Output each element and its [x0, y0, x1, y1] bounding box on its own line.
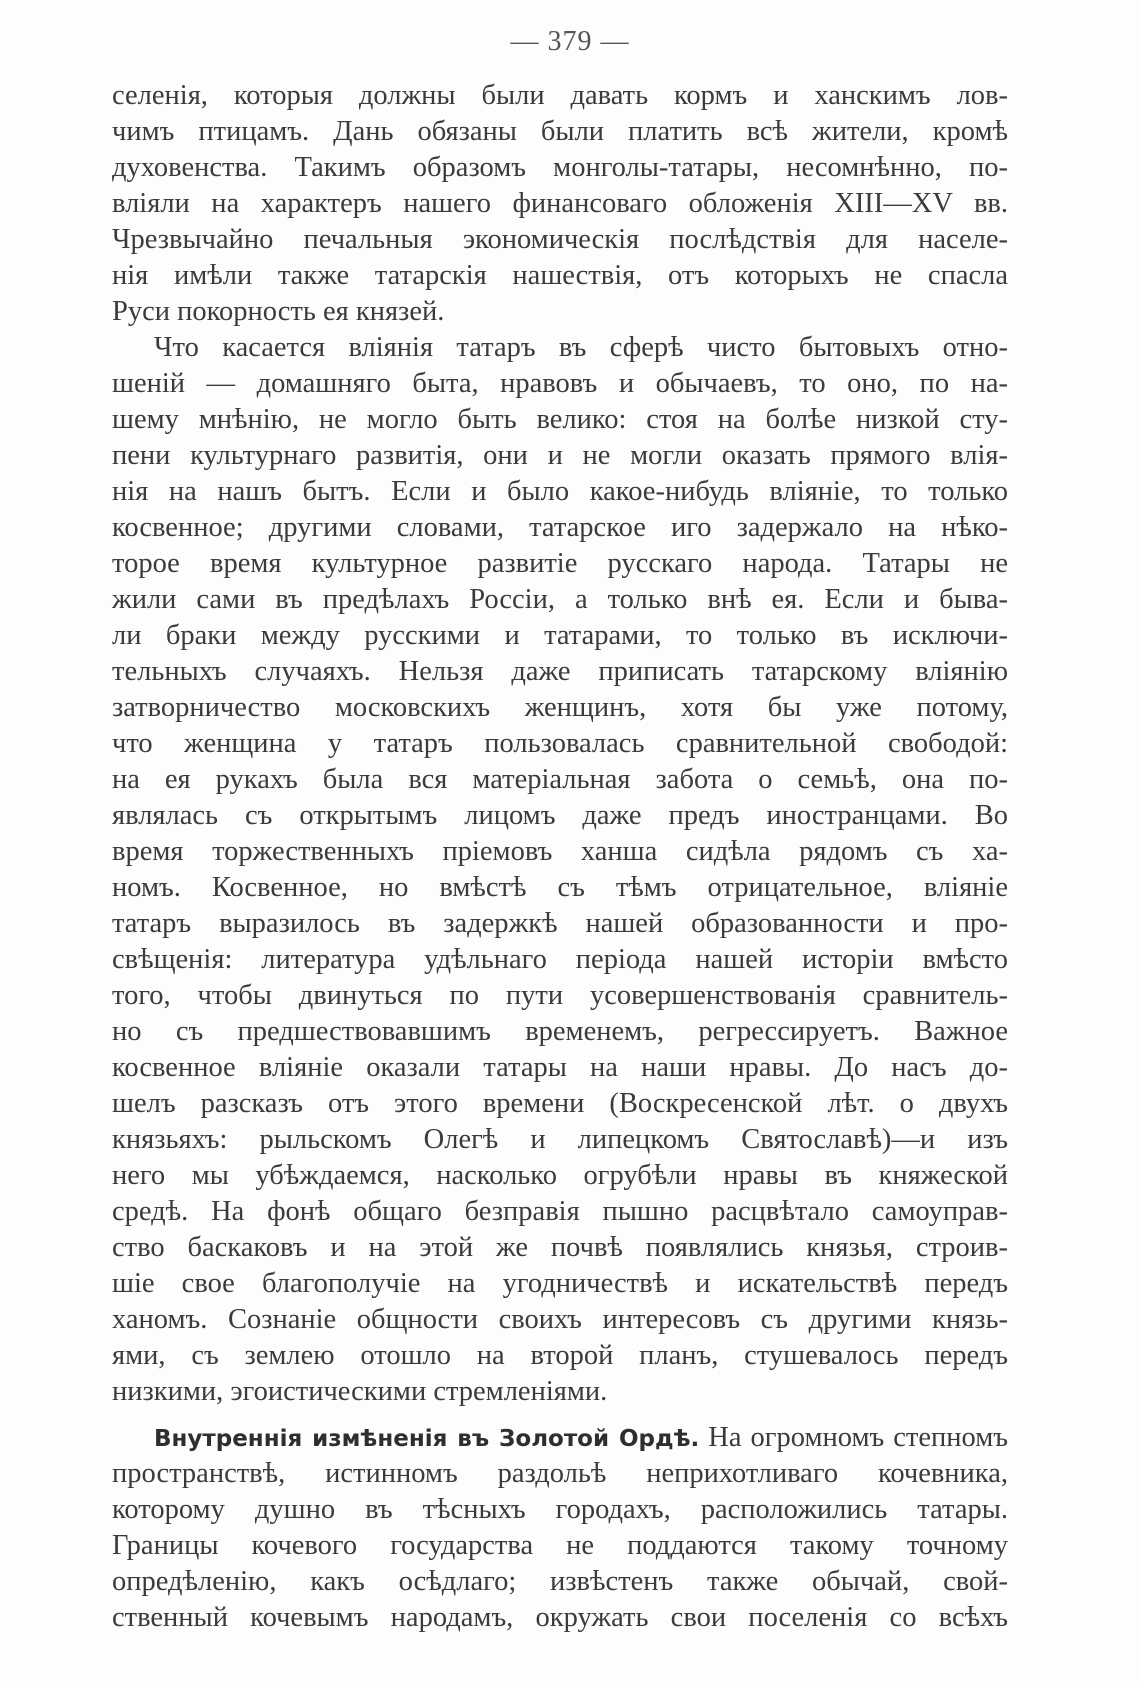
text-line: Чрезвычайно печальныя экономическія послѣдствія для населе- — [112, 224, 1008, 255]
text-line: тельныхъ случаяхъ. Нельзя даже приписать татарскому вліянію — [112, 656, 1008, 687]
text-line: косвенное вліяніе оказали татары на наши нравы. До насъ до- — [112, 1052, 1008, 1083]
text-line: жили сами въ предѣлахъ Россіи, а только внѣ ея. Если и быва- — [112, 584, 1008, 615]
text-line: Границы кочевого государства не поддаются такому точному — [112, 1530, 1008, 1561]
text-line: низкими, эгоистическими стремленіями. — [112, 1376, 608, 1407]
text-line: средѣ. На фонѣ общаго безправія пышно расцвѣтало самоуправ- — [112, 1196, 1008, 1227]
text-line: ханомъ. Сознаніе общности своихъ интересовъ съ другими князь- — [112, 1304, 1008, 1335]
text-line: что женщина у татаръ пользовалась сравнительной свободой: — [112, 728, 1008, 759]
text-line: ли браки между русскими и татарами, то только въ исключи- — [112, 620, 1008, 651]
text-line: ственный кочевымъ народамъ, окружать свои поселенія со всѣхъ — [112, 1602, 1008, 1633]
heading-line-text: На огромномъ степномъ — [708, 1422, 1008, 1453]
text-line: свѣщенія: литература удѣльнаго періода нашей исторіи вмѣсто — [112, 944, 1008, 975]
text-line: пространствѣ, истинномъ раздольѣ неприхотливаго кочевника, — [112, 1458, 1008, 1489]
text-line: Что касается вліянія татаръ въ сферѣ чисто бытовыхъ отно- — [154, 332, 1008, 363]
text-line: шему мнѣнію, не могло быть велико: стоя на болѣе низкой сту- — [112, 404, 1008, 435]
text-line: ями, съ землею отошло на второй планъ, стушевалось передъ — [112, 1340, 1008, 1371]
text-line: князьяхъ: рыльскомъ Олегѣ и липецкомъ Святославѣ)—и изъ — [112, 1124, 1008, 1155]
text-line: торое время культурное развитіе русскаго народа. Татары не — [112, 548, 1008, 579]
text-line: которому душно въ тѣсныхъ городахъ, расположились татары. — [112, 1494, 1008, 1525]
text-line: Руси покорность ея князей. — [112, 296, 445, 327]
text-line: чимъ птицамъ. Дань обязаны были платить всѣ жители, кромѣ — [112, 116, 1008, 147]
text-line: на ея рукахъ была вся матеріальная забота о семьѣ, она по- — [112, 764, 1008, 795]
page-number: — 379 — — [510, 26, 630, 57]
text-line: нія на нашъ бытъ. Если и было какое-нибудь вліяніе, то только — [112, 476, 1008, 507]
text-line: вліяли на характеръ нашего финансоваго обложенія XIII—XV вв. — [112, 188, 1008, 219]
text-line: пени культурнаго развитія, они и не могли оказать прямого влія- — [112, 440, 1008, 471]
text-line — [154, 1420, 1008, 1456]
text-line: нія имѣли также татарскія нашествія, отъ которыхъ не спасла — [112, 260, 1008, 291]
text-line: затворничество московскихъ женщинъ, хотя бы уже потому, — [112, 692, 1008, 723]
text-line: номъ. Косвенное, но вмѣстѣ съ тѣмъ отрицательное, вліяніе — [112, 872, 1008, 903]
text-line: татаръ выразилось въ задержкѣ нашей образованности и про- — [112, 908, 1008, 939]
text-line: но съ предшествовавшимъ временемъ, регрессируетъ. Важное — [112, 1016, 1008, 1047]
text-line: шеній — домашняго быта, нравовъ и обычаевъ, то оно, по на- — [112, 368, 1008, 399]
text-line: того, чтобы двинуться по пути усовершенствованія сравнитель- — [112, 980, 1008, 1011]
text-line: косвенное; другими словами, татарское иго задержало на нѣко- — [112, 512, 1008, 543]
text-line: ство баскаковъ и на этой же почвѣ появлялись князья, строив- — [112, 1232, 1008, 1263]
section-heading: Внутреннія измѣненія въ Золотой Ордѣ. — [154, 1426, 700, 1452]
text-line: шелъ разсказъ отъ этого времени (Воскресенской лѣт. о двухъ — [112, 1088, 1008, 1119]
text-line: время торжественныхъ пріемовъ ханша сидѣла рядомъ съ ха- — [112, 836, 1008, 867]
text-line: него мы убѣждаемся, насколько огрубѣли нравы въ княжеской — [112, 1160, 1008, 1191]
text-line: шіе свое благополучіе на угодничествѣ и искательствѣ передъ — [112, 1268, 1008, 1299]
text-line: селенія, которыя должны были давать кормъ и ханскимъ лов- — [112, 80, 1008, 111]
text-line: опредѣленію, какъ осѣдлаго; извѣстенъ также обычай, свой- — [112, 1566, 1008, 1597]
text-line: являлась съ открытымъ лицомъ даже предъ иностранцами. Во — [112, 800, 1008, 831]
text-line: духовенства. Такимъ образомъ монголы-татары, несомнѣнно, по- — [112, 152, 1008, 183]
